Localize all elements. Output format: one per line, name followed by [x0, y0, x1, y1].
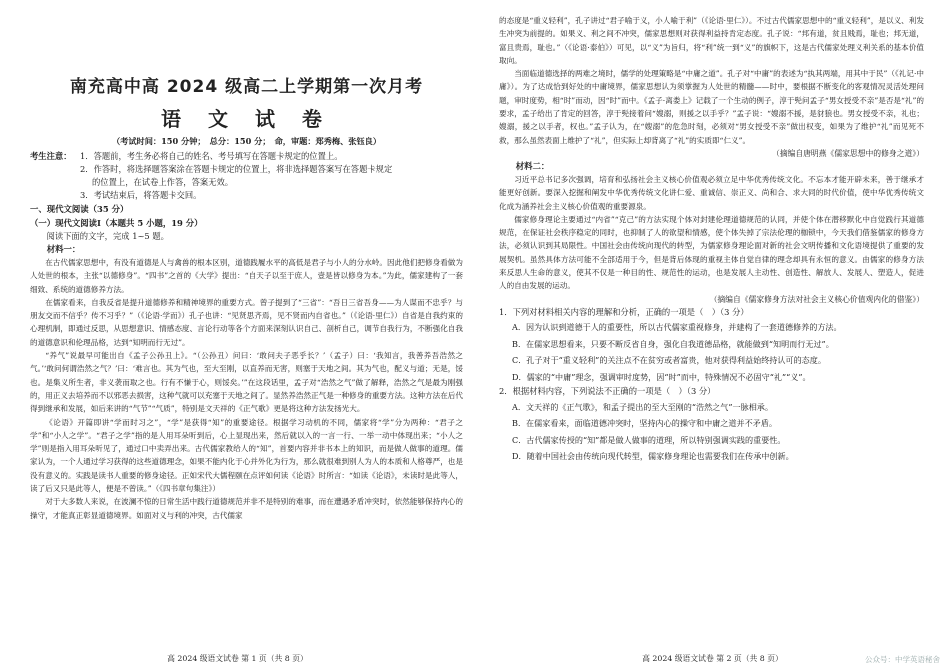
notice-label: 考生注意：	[30, 151, 72, 161]
section-heading-1-1: （一）现代文阅读Ⅰ（本题共 5 小题，19 分）	[30, 218, 203, 228]
paragraph: 的态度是“重义轻利”，孔子讲过“君子喻于义，小人喻于利”（《论语·里仁》）。不过古代儒家思想中的“重义轻利”，是以义、利发生冲突为前提的。如果义、利之间不冲突，儒家思想则对获得利益持肯定态度。孔子说：“邦有道，贫且贱焉，耻也；邦无道，富且贵焉，耻也。”（《论语·泰伯》）可见，以“义”为旨归，将“利”统一到“义”的旗帜下，这是古代儒家处理义利关系的基本价值取向。	[499, 16, 924, 65]
paragraph: 当面临道德选择的两难之境时，儒学的处理策略是“中庸之道”。孔子对“中庸”的表述为“执其两端，用其中于民”（《礼记·中庸》）。为了达成恰到好处的中庸境界，儒家思想认为须掌握为人处世的精髓——时中，要根据不断变化的客观情况灵活处理问题，审时度势，相“时”而动，因“时”而中。《孟子·离娄上》记载了一个生动的例子，淳于髡问孟子“男女授受不亲”是否是“礼”的要求，孟子给出了肯定的回答，淳于髡接着问“嫂溺，则援之以手乎？”孟子说：“嫂溺不援，是豺狼也。男女授受不亲，礼也；嫂溺，援之以手者，权也。”孟子认为，在“嫂溺”的危急时刻，必须对“男女授受不亲”做出权变，如果为了维护“礼”而见死不救，那么虽然表面上维护了“礼”，但实际上却背离了“礼”的实质即“仁义”。	[499, 69, 924, 145]
notice-item-2a: 2．作答时，将选择题答案涂在答题卡规定的位置上，将非选择题答案写在答题卡规定	[80, 164, 393, 174]
exam-subtitle: 语 文 试 卷	[161, 107, 332, 131]
paragraph: 儒家修身理论主要通过“内省”“克己”的方法实现个体对封建伦理道德规范的认同，并使个体在潜移默化中自觉践行其道德规范，在保证社会秩序稳定的同时，也抑制了人的欲望和情感，使个体失掉了宗法伦理的枷锁中，今天我们借鉴儒家的修身方法，必须认识到其局限性。中国社会由传统向现代的转型，为儒家修身理论面对新的社会文明传播和文化语境提供了重要的发展契机。虽然具体方法可能不全部适用于今，但是背后体现的重视主体自觉自律的理念却具有永恒的意义。由儒家的修身方法来反思人生命的意义，使其不仅是一种目的性、规范性的运动，也是发展人主动性、创造性、解放人、发展人、塑造人，促进人的自由发展的运动。	[499, 214, 924, 291]
material-1-heading: 材料一：	[46, 244, 81, 254]
material-2-heading: 材料二：	[515, 160, 550, 171]
source-citation: （摘编自《儒家修身方法对社会主义核心价值观内化的借鉴》）	[709, 294, 924, 304]
page-footer: 高 2024 级语文试卷 第 2 页（共 8 页）	[642, 654, 783, 663]
question-1-option-d: D．儒家的“中庸”理念，强调审时度势，因“时”而中，特殊情况不必固守“礼”“义”。	[512, 371, 811, 382]
question-2-option-d: D．随着中国社会由传统向现代转型，儒家修身理论也需要我们在传承中创新。	[512, 451, 794, 462]
paragraph: 对于大多数人来说，在波澜不惊的日常生活中践行道德规范并非不是特别的难事，而在遭遇矛盾冲突时，依然能够保持内心的操守，才能真正彰显道德境界。如面对义与利的冲突，古代儒家	[30, 497, 463, 520]
page-footer: 高 2024 级语文试卷 第 1 页（共 8 页）	[167, 654, 308, 663]
watermark: 公众号：中学英语秘舍	[865, 655, 940, 664]
paragraph: 在儒家看来，自我反省是提升道德修养和精神境界的重要方式。曾子提到了“三省”：“吾日三省吾身——为人谋而不忠乎？与朋友交而不信乎？传不习乎？”（《论语·学而》）孔子也讲：“见贤思齐焉，见不贤而内自省也。”（《论语·里仁》）自省是自我约束的心理机制，即通过反思，从思想意识、情感态度、言论行动等各个方面来深刻认识自己、剖析自己，调节自我行为，不断强化自我的道德意识和伦理品格，达到“知明而行无过”。	[30, 297, 463, 347]
paragraph: 习近平总书记多次强调，培育和弘扬社会主义核心价值观必须立足中华优秀传统文化。不忘本才能开辟未来，善于继承才能更好创新。要深入挖掘和阐发中华优秀传统文化讲仁爱、重诚信、崇正义、尚和合、求大同的时代价值，使中华优秀传统文化成为涵养社会主义核心价值观的重要源泉。	[499, 174, 924, 211]
question-2-option-a: A．文天祥的《正气歌》，和孟子提出的至大至刚的“浩然之气”一脉相承。	[512, 401, 773, 412]
notice-item-1: 1．答题前，考生务必将自己的姓名、考号填写在答题卡规定的位置上。	[80, 151, 343, 161]
question-1: 1．下列对材料相关内容的理解和分析，正确的一项是（ ）（3 分）	[499, 306, 749, 317]
question-2: 2．根据材料内容，下列说法不正确的一项是（ ）（3 分）	[499, 386, 716, 397]
question-2-option-b: B．在儒家看来，面临道德冲突时，坚持内心的操守和中庸之道并不矛盾。	[512, 418, 777, 429]
notice-item-2b: 的位置上，在试卷上作答，答案无效。	[92, 177, 234, 187]
page-2	[475, 0, 950, 672]
reading-instruction: 阅读下面的文字，完成 1~5 题。	[46, 231, 169, 241]
question-2-option-c: C．古代儒家传授的“知”都是做人做事的道理，所以特别强调实践的重要性。	[512, 434, 786, 445]
exam-info: （考试时间：150 分钟； 总分：150 分； 命，审题：郑秀梅、张钰良）	[111, 136, 382, 146]
candidate-notice	[30, 150, 463, 202]
notice-item-3: 3．考试结束后，将答题卡交回。	[80, 190, 202, 200]
paragraph: 《论语》开篇即讲“学而时习之”，“学”是获得“知”的重要途径。根据学习动机的不同，儒家将“学”分为两种：“君子之学”和“小人之学”。“君子之学”指的是人用耳朵听到后，心上显现出来，然后就以入的一言一行、一举一动中体现出来；“小人之学”则是指入用耳朵听见了，通过口中卖弄出来。古代儒家教给人的“知”，首要内容并非书本上的知识，而是做人做事的道理。儒家认为，一个人通过学习获得的这些道德理念，如果不能内化于心并外化为行为，那么就很难到别人为人的本质和人格尊严，也是没有意义的。实践是读书人重要的修身途径。正如宋代大儒程颐在点评如何读《论语》时所言：“如读《论语》，未读时是此等人，读了后又只是此等人，便是不曾读。”（《四书章句集注》）	[30, 417, 463, 494]
paragraph: “养气”说最早可能出自《孟子公孙丑上》。“（公孙丑）问曰：‘敢问夫子恶乎长？’（孟子）曰：‘我知言，我善养吾浩然之气。’‘敢问何谓浩然之气？’曰：‘难言也。其为气也，至大至刚，以直养而无害，则塞于天地之间。其为气也，配义与道；无是，馁也。是集义所生者，非义袭而取之也。行有不慊于心，则馁矣。’”在这段话里，孟子对“浩然之气”做了解释，浩然之气是最为刚强的，用正义去培养而不以邪恶去损害，这种气就可以充塞于天地之间了。显然养浩然正气是一种修身的重要方法。这种方法在后代得到继承和发展，如后来讲的“气节”“气质”，特别是文天祥的《正气歌》更是将这种方法发扬光大。	[30, 351, 463, 414]
question-1-option-a: A．因为认识到道德于人的重要性，所以古代儒家重视修身，并建构了一套道德修养的方法。	[512, 322, 842, 333]
source-citation: （摘编自唐明燕《儒家思想中的修身之道》）	[771, 148, 924, 158]
paragraph: 在古代儒家思想中，有没有道德是人与禽兽的根本区别，道德践履水平的高低是君子与小人的分水岭。因此他们把修身看做为人处世的根本，主张“以德修身”。“四书”之首的《大学》提出：“自天子以至于庶人，壹是皆以修身为本。”为此，儒家建构了一套细致、系统的道德修养方法。	[30, 258, 463, 294]
exam-title: 南充高中高 2024 级高二上学期第一次月考	[69, 77, 424, 97]
section-heading-1: 一、现代文阅读（35 分）	[30, 204, 129, 214]
question-1-option-b: B．在儒家思想看来，只要不断反省自身，强化自我道德品格，就能做到“知明而行无过”。	[512, 338, 834, 349]
question-1-option-c: C．孔子对于“重义轻利”的关注点不在贫穷或者富贵，他对获得利益始终持认可的态度。	[512, 355, 826, 366]
